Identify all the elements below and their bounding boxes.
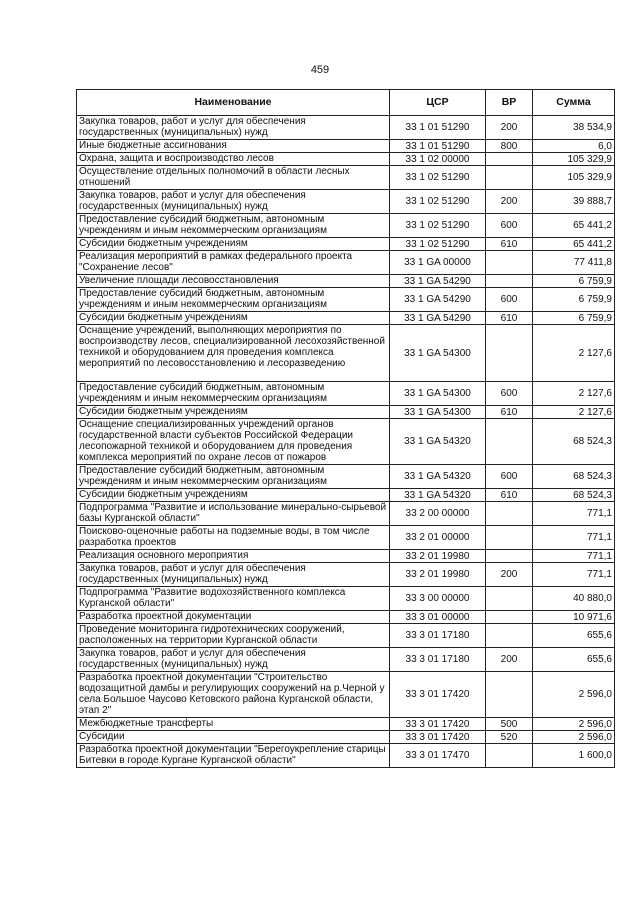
- row-csr: 33 3 00 00000: [390, 587, 486, 611]
- row-name: Охрана, защита и воспроизводство лесов: [77, 153, 390, 166]
- table-row: [77, 275, 615, 288]
- table-row: [77, 731, 615, 744]
- row-name: Оснащение специализированных учреждений органов государственной власти субъектов Российской Федерации лесопожарной техникой и оборудованием для проведения комплекса мероприятий по охране лесов от пожаров: [77, 419, 390, 465]
- table-row: [77, 382, 615, 406]
- budget-table: [76, 89, 615, 768]
- row-vr: [486, 166, 533, 190]
- row-name: Закупка товаров, работ и услуг для обеспечения государственных (муниципальных) нужд: [77, 648, 390, 672]
- table-row: [77, 744, 615, 768]
- table-row: [77, 648, 615, 672]
- row-vr: 200: [486, 116, 533, 140]
- row-sum: 1 600,0: [533, 744, 615, 768]
- row-sum: 39 888,7: [533, 190, 615, 214]
- row-sum: 6 759,9: [533, 288, 615, 312]
- row-vr: [486, 624, 533, 648]
- row-vr: 200: [486, 648, 533, 672]
- row-vr: 800: [486, 140, 533, 153]
- row-name: Закупка товаров, работ и услуг для обеспечения государственных (муниципальных) нужд: [77, 190, 390, 214]
- row-name: Предоставление субсидий бюджетным, автономным учреждениям и иным некоммерческим организациям: [77, 214, 390, 238]
- row-name: Предоставление субсидий бюджетным, автономным учреждениям и иным некоммерческим организациям: [77, 465, 390, 489]
- row-csr: 33 3 01 00000: [390, 611, 486, 624]
- row-name: Подпрограмма "Развитие и использование минерально-сырьевой базы Курганской области": [77, 502, 390, 526]
- row-vr: 500: [486, 718, 533, 731]
- row-csr: 33 1 01 51290: [390, 116, 486, 140]
- table-row: [77, 624, 615, 648]
- row-name: Осуществление отдельных полномочий в области лесных отношений: [77, 166, 390, 190]
- row-csr: 33 2 01 00000: [390, 526, 486, 550]
- table-row: [77, 550, 615, 563]
- row-csr: 33 1 GA 54300: [390, 382, 486, 406]
- row-name: Реализация основного мероприятия: [77, 550, 390, 563]
- row-vr: 600: [486, 288, 533, 312]
- row-vr: [486, 587, 533, 611]
- table-row: [77, 190, 615, 214]
- row-name: Иные бюджетные ассигнования: [77, 140, 390, 153]
- row-name: Предоставление субсидий бюджетным, автономным учреждениям и иным некоммерческим организациям: [77, 288, 390, 312]
- row-csr: 33 1 02 51290: [390, 190, 486, 214]
- row-name: Межбюджетные трансферты: [77, 718, 390, 731]
- row-sum: 6,0: [533, 140, 615, 153]
- row-csr: 33 1 GA 54320: [390, 419, 486, 465]
- row-vr: 600: [486, 465, 533, 489]
- header-csr: ЦСР: [390, 90, 486, 116]
- row-csr: 33 1 GA 54300: [390, 325, 486, 382]
- row-sum: 771,1: [533, 563, 615, 587]
- row-csr: 33 1 GA 54300: [390, 406, 486, 419]
- row-vr: [486, 611, 533, 624]
- row-vr: [486, 251, 533, 275]
- table-row: [77, 419, 615, 465]
- row-vr: 610: [486, 312, 533, 325]
- header-sum: Сумма: [533, 90, 615, 116]
- row-vr: [486, 275, 533, 288]
- row-csr: 33 1 02 51290: [390, 214, 486, 238]
- table-row: [77, 563, 615, 587]
- row-vr: 520: [486, 731, 533, 744]
- page-number: 459: [310, 64, 330, 76]
- table-row: [77, 465, 615, 489]
- table-row: [77, 718, 615, 731]
- table-row: [77, 312, 615, 325]
- row-sum: 2 596,0: [533, 731, 615, 744]
- row-vr: [486, 550, 533, 563]
- row-sum: 2 127,6: [533, 325, 615, 382]
- row-sum: 10 971,6: [533, 611, 615, 624]
- row-vr: [486, 744, 533, 768]
- row-csr: 33 1 01 51290: [390, 140, 486, 153]
- row-vr: 610: [486, 406, 533, 419]
- row-sum: 2 596,0: [533, 672, 615, 718]
- row-csr: 33 3 01 17420: [390, 718, 486, 731]
- row-vr: 610: [486, 489, 533, 502]
- row-sum: 77 411,8: [533, 251, 615, 275]
- row-csr: 33 3 01 17180: [390, 624, 486, 648]
- row-sum: 2 127,6: [533, 406, 615, 419]
- row-name: Субсидии бюджетным учреждениям: [77, 238, 390, 251]
- row-sum: 771,1: [533, 502, 615, 526]
- header-vr: ВР: [486, 90, 533, 116]
- table-row: [77, 214, 615, 238]
- row-vr: [486, 325, 533, 382]
- row-sum: 68 524,3: [533, 489, 615, 502]
- row-csr: 33 2 01 19980: [390, 550, 486, 563]
- table-row: [77, 489, 615, 502]
- row-vr: 610: [486, 238, 533, 251]
- row-csr: 33 2 01 19980: [390, 563, 486, 587]
- row-csr: 33 1 GA 00000: [390, 251, 486, 275]
- row-sum: 6 759,9: [533, 275, 615, 288]
- row-name: Субсидии бюджетным учреждениям: [77, 489, 390, 502]
- table-row: [77, 238, 615, 251]
- table-row: [77, 502, 615, 526]
- row-name: Разработка проектной документации: [77, 611, 390, 624]
- row-sum: 40 880,0: [533, 587, 615, 611]
- row-csr: 33 1 02 51290: [390, 166, 486, 190]
- table-row: [77, 153, 615, 166]
- row-csr: 33 1 02 51290: [390, 238, 486, 251]
- row-csr: 33 1 GA 54320: [390, 489, 486, 502]
- table-row: [77, 288, 615, 312]
- row-sum: 771,1: [533, 550, 615, 563]
- row-name: Подпрограмма "Развитие водохозяйственного комплекса Курганской области": [77, 587, 390, 611]
- row-name: Реализация мероприятий в рамках федерального проекта "Сохранение лесов": [77, 251, 390, 275]
- row-sum: 771,1: [533, 526, 615, 550]
- table-row: [77, 325, 615, 382]
- row-vr: [486, 502, 533, 526]
- row-name: Поисково-оценочные работы на подземные воды, в том числе разработка проектов: [77, 526, 390, 550]
- row-sum: 105 329,9: [533, 166, 615, 190]
- row-vr: [486, 526, 533, 550]
- table-row: [77, 526, 615, 550]
- row-csr: 33 3 01 17420: [390, 731, 486, 744]
- row-vr: 200: [486, 563, 533, 587]
- row-csr: 33 1 GA 54290: [390, 312, 486, 325]
- row-csr: 33 1 02 00000: [390, 153, 486, 166]
- row-sum: 68 524,3: [533, 465, 615, 489]
- row-csr: 33 2 00 00000: [390, 502, 486, 526]
- row-sum: 6 759,9: [533, 312, 615, 325]
- row-sum: 2 596,0: [533, 718, 615, 731]
- row-csr: 33 1 GA 54290: [390, 275, 486, 288]
- row-csr: 33 3 01 17420: [390, 672, 486, 718]
- row-sum: 655,6: [533, 648, 615, 672]
- row-name: Проведение мониторинга гидротехнических сооружений, расположенных на территории Курганской области: [77, 624, 390, 648]
- table-row: [77, 611, 615, 624]
- row-name: Оснащение учреждений, выполняющих мероприятия по воспроизводству лесов, специализированной лесохозяйственной техникой и оборудованием для проведения комплекса мероприятий по лесовосстановлению и лесоразведению: [77, 325, 390, 382]
- row-name: Субсидии: [77, 731, 390, 744]
- table-row: [77, 166, 615, 190]
- header-name: Наименование: [77, 90, 390, 116]
- row-name: Субсидии бюджетным учреждениям: [77, 406, 390, 419]
- row-sum: 65 441,2: [533, 238, 615, 251]
- row-sum: 655,6: [533, 624, 615, 648]
- row-name: Разработка проектной документации "Строительство водозащитной дамбы и регулирующих сооружений на р.Черной у села Большое Чаусово Кетовского района Курганской области, этап 2": [77, 672, 390, 718]
- row-vr: 200: [486, 190, 533, 214]
- table-header-row: [77, 90, 615, 116]
- row-csr: 33 3 01 17180: [390, 648, 486, 672]
- row-vr: [486, 153, 533, 166]
- table-row: [77, 406, 615, 419]
- row-sum: 65 441,2: [533, 214, 615, 238]
- table-row: [77, 140, 615, 153]
- row-sum: 105 329,9: [533, 153, 615, 166]
- table-row: [77, 251, 615, 275]
- table-row: [77, 587, 615, 611]
- row-vr: [486, 419, 533, 465]
- table-row: [77, 116, 615, 140]
- table-row: [77, 672, 615, 718]
- row-vr: 600: [486, 214, 533, 238]
- row-vr: [486, 672, 533, 718]
- row-name: Увеличение площади лесовосстановления: [77, 275, 390, 288]
- row-csr: 33 1 GA 54320: [390, 465, 486, 489]
- row-name: Предоставление субсидий бюджетным, автономным учреждениям и иным некоммерческим организациям: [77, 382, 390, 406]
- row-name: Субсидии бюджетным учреждениям: [77, 312, 390, 325]
- row-name: Разработка проектной документации "Берегоукрепление старицы Битевки в городе Кургане Курганской области": [77, 744, 390, 768]
- row-name: Закупка товаров, работ и услуг для обеспечения государственных (муниципальных) нужд: [77, 563, 390, 587]
- row-sum: 38 534,9: [533, 116, 615, 140]
- row-sum: 68 524,3: [533, 419, 615, 465]
- row-sum: 2 127,6: [533, 382, 615, 406]
- row-csr: 33 3 01 17470: [390, 744, 486, 768]
- row-vr: 600: [486, 382, 533, 406]
- row-name: Закупка товаров, работ и услуг для обеспечения государственных (муниципальных) нужд: [77, 116, 390, 140]
- row-csr: 33 1 GA 54290: [390, 288, 486, 312]
